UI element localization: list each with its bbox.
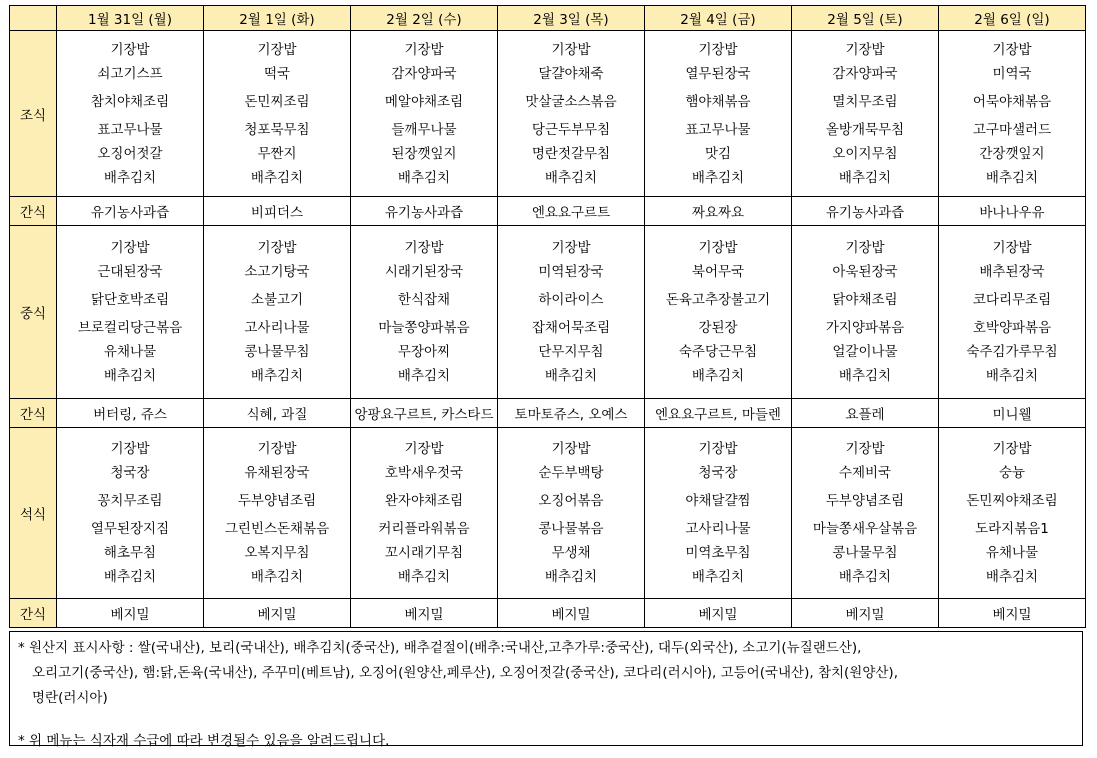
menu-item: 배추김치 <box>838 569 892 585</box>
menu-item: 기장밥 <box>257 240 297 256</box>
menu-item: 미역초무침 <box>685 545 751 561</box>
menu-item: 기장밥 <box>845 240 885 256</box>
snack-item: 토마토쥬스, 오예스 <box>498 399 645 428</box>
menu-item: 닭야채조림 <box>832 292 898 308</box>
menu-item: 배추김치 <box>691 569 745 585</box>
menu-item: 감자양파국 <box>391 65 457 82</box>
menu-item: 고구마샐러드 <box>972 121 1052 138</box>
menu-item: 배추김치 <box>250 368 304 384</box>
menu-item: 기장밥 <box>551 41 591 58</box>
day-header: 2월 6일 (일) <box>939 6 1086 31</box>
dinner-row <box>10 428 1086 599</box>
day-menu-cell <box>498 31 645 197</box>
menu-item: 떡국 <box>263 65 291 82</box>
menu-item: 유채나물 <box>985 545 1039 561</box>
menu-item: 두부양념조림 <box>825 493 905 509</box>
day-menu-cell <box>645 226 792 399</box>
menu-item: 완자야채조림 <box>384 493 464 509</box>
day-menu-cell <box>939 31 1086 197</box>
corner-cell <box>10 6 57 31</box>
snack-item: 미니웰 <box>939 399 1086 428</box>
snack-item: 베지밀 <box>57 599 204 628</box>
menu-item: 고사리나물 <box>685 521 751 537</box>
meal-label: 조식 <box>10 31 57 197</box>
menu-item: 시래기된장국 <box>384 264 464 280</box>
menu-item: 콩나물무침 <box>244 344 310 360</box>
menu-item: 야채달걀찜 <box>685 493 751 509</box>
menu-item: 기장밥 <box>404 41 444 58</box>
menu-item: 배추김치 <box>397 368 451 384</box>
menu-item: 쇠고기스프 <box>97 65 163 82</box>
day-menu-cell <box>57 226 204 399</box>
header-row <box>10 6 1086 31</box>
menu-item: 유채나물 <box>103 344 157 360</box>
day-menu-cell <box>351 226 498 399</box>
day-menu-cell <box>645 428 792 599</box>
menu-item: 기장밥 <box>698 240 738 256</box>
menu-item: 커리플라워볶음 <box>378 521 470 537</box>
meal-label: 간식 <box>10 197 57 226</box>
menu-item: 가지양파볶음 <box>825 320 905 336</box>
snack-item: 유기농사과즙 <box>57 197 204 226</box>
menu-item: 배추김치 <box>544 368 598 384</box>
day-menu-cell <box>939 226 1086 399</box>
menu-item: 얼갈이나물 <box>832 344 898 360</box>
snack-row <box>10 399 1086 428</box>
menu-item: 아욱된장국 <box>832 264 898 280</box>
meal-label: 석식 <box>10 428 57 599</box>
menu-item: 달걀야채죽 <box>538 65 604 82</box>
menu-item: 소고기탕국 <box>244 264 310 280</box>
snack-item: 엔요요구르트, 마들렌 <box>645 399 792 428</box>
day-menu-cell <box>204 226 351 399</box>
menu-item: 청국장 <box>698 465 738 481</box>
menu-item: 숭늉 <box>998 465 1026 481</box>
snack-item: 베지밀 <box>645 599 792 628</box>
snack-item: 식혜, 과질 <box>204 399 351 428</box>
menu-item: 기장밥 <box>551 240 591 256</box>
menu-item: 오이지무침 <box>832 145 898 162</box>
menu-item: 배추김치 <box>544 569 598 585</box>
day-menu-cell <box>792 31 939 197</box>
menu-item: 기장밥 <box>257 441 297 457</box>
menu-item: 기장밥 <box>257 41 297 58</box>
menu-item: 표고무나물 <box>97 121 163 138</box>
menu-item: 코다리무조림 <box>972 292 1052 308</box>
menu-item: 배추김치 <box>103 569 157 585</box>
origin-note-line: 명란(러시아) <box>32 690 108 706</box>
day-menu-cell <box>645 31 792 197</box>
snack-item: 베지밀 <box>351 599 498 628</box>
snack-item: 바나나우유 <box>939 197 1086 226</box>
menu-item: 숙주김가루무침 <box>966 344 1058 360</box>
menu-item: 소불고기 <box>250 292 304 308</box>
menu-item: 무생채 <box>551 545 591 561</box>
menu-item: 배추김치 <box>691 169 745 186</box>
menu-item: 당근두부무침 <box>531 121 611 138</box>
snack-item: 버터링, 쥬스 <box>57 399 204 428</box>
menu-item: 간장깻잎지 <box>979 145 1045 162</box>
menu-item: 돈육고추장불고기 <box>665 292 771 308</box>
menu-item: 감자양파국 <box>832 65 898 82</box>
day-header: 1월 31일 (월) <box>57 6 204 31</box>
menu-item: 기장밥 <box>110 41 150 58</box>
snack-item: 비피더스 <box>204 197 351 226</box>
day-menu-cell <box>792 226 939 399</box>
menu-item: 한식잡채 <box>397 292 451 308</box>
menu-item: 어묵야채볶음 <box>972 93 1052 110</box>
menu-item: 무장아찌 <box>397 344 451 360</box>
day-header: 2월 1일 (화) <box>204 6 351 31</box>
snack-row <box>10 599 1086 628</box>
snack-item: 앙팡요구르트, 카스타드 <box>351 399 498 428</box>
menu-item: 기장밥 <box>698 41 738 58</box>
menu-item: 배추김치 <box>397 169 451 186</box>
menu-item: 해초무침 <box>103 545 157 561</box>
menu-item: 오징어젓갈 <box>97 145 163 162</box>
snack-item: 유기농사과즙 <box>351 197 498 226</box>
menu-item: 도라지볶음1 <box>975 521 1049 537</box>
menu-item: 표고무나물 <box>685 121 751 138</box>
menu-item: 햄야채볶음 <box>685 93 751 110</box>
day-header: 2월 2일 (수) <box>351 6 498 31</box>
menu-item: 기장밥 <box>845 441 885 457</box>
menu-item: 무짠지 <box>257 145 297 162</box>
menu-item: 맛김 <box>704 145 732 162</box>
menu-item: 열무된장국 <box>685 65 751 82</box>
origin-note-line: 오리고기(중국산), 햄:닭,돈육(국내산), 주꾸미(베트남), 오징어(원양산,페루산), 오징어젓갈(중국산), 코다리(러시아), 고등어(국내산), 참치(원양산), <box>32 665 898 681</box>
menu-item: 마늘쫑양파볶음 <box>378 320 470 336</box>
day-menu-cell <box>792 428 939 599</box>
menu-item: 기장밥 <box>110 441 150 457</box>
day-menu-cell <box>351 428 498 599</box>
day-menu-cell <box>204 31 351 197</box>
menu-item: 마늘쫑새우살볶음 <box>812 521 918 537</box>
snack-item: 베지밀 <box>939 599 1086 628</box>
menu-item: 배추김치 <box>103 368 157 384</box>
lunch-row <box>10 226 1086 399</box>
day-menu-cell <box>57 428 204 599</box>
menu-item: 들깨무나물 <box>391 121 457 138</box>
snack-item: 요플레 <box>792 399 939 428</box>
menu-item: 미역된장국 <box>538 264 604 280</box>
snack-row <box>10 197 1086 226</box>
menu-item: 기장밥 <box>992 240 1032 256</box>
menu-item: 기장밥 <box>698 441 738 457</box>
menu-item: 배추김치 <box>544 169 598 186</box>
day-menu-cell <box>204 428 351 599</box>
menu-item: 맛살굴소스볶음 <box>525 93 617 110</box>
meal-label: 간식 <box>10 399 57 428</box>
change-notice: * 위 메뉴는 식자재 수급에 따라 변경될수 있음을 알려드립니다. <box>18 733 390 749</box>
snack-item: 베지밀 <box>498 599 645 628</box>
menu-item: 수제비국 <box>838 465 892 481</box>
menu-item: 하이라이스 <box>538 292 604 308</box>
menu-item: 단무지무침 <box>538 344 604 360</box>
origin-note-line: * 원산지 표시사항 : 쌀(국내산), 보리(국내산), 배추김치(중국산), 배추겉절이(배추:국내산,고추가루:중국산), 대두(외국산), 소고기(뉴질랜드산), <box>18 640 862 656</box>
day-menu-cell <box>498 226 645 399</box>
menu-item: 멸치무조림 <box>832 93 898 110</box>
breakfast-row <box>10 31 1086 197</box>
menu-item: 올방개묵무침 <box>825 121 905 138</box>
day-menu-cell <box>351 31 498 197</box>
menu-item: 돈민찌조림 <box>244 93 310 110</box>
menu-item: 호박새우젓국 <box>384 465 464 481</box>
menu-item: 배추김치 <box>838 368 892 384</box>
menu-item: 배추김치 <box>397 569 451 585</box>
day-header: 2월 5일 (토) <box>792 6 939 31</box>
menu-item: 배추김치 <box>838 169 892 186</box>
day-menu-cell <box>498 428 645 599</box>
snack-item: 베지밀 <box>792 599 939 628</box>
menu-item: 기장밥 <box>404 240 444 256</box>
menu-item: 배추김치 <box>103 169 157 186</box>
menu-item: 고사리나물 <box>244 320 310 336</box>
menu-item: 배추김치 <box>691 368 745 384</box>
menu-item: 기장밥 <box>992 441 1032 457</box>
menu-item: 돈민찌야채조림 <box>966 493 1058 509</box>
menu-item: 기장밥 <box>404 441 444 457</box>
day-header: 2월 3일 (목) <box>498 6 645 31</box>
menu-item: 콩나물볶음 <box>538 521 604 537</box>
meal-label: 중식 <box>10 226 57 399</box>
menu-item: 그린빈스돈채볶음 <box>224 521 330 537</box>
meal-label: 간식 <box>10 599 57 628</box>
snack-item: 짜요짜요 <box>645 197 792 226</box>
menu-item: 배추김치 <box>985 169 1039 186</box>
menu-item: 브로컬리당근볶음 <box>77 320 183 336</box>
menu-item: 잡채어묵조림 <box>531 320 611 336</box>
day-menu-cell <box>57 31 204 197</box>
menu-item: 열무된장지짐 <box>90 521 170 537</box>
menu-item: 닭단호박조림 <box>90 292 170 308</box>
menu-item: 근대된장국 <box>97 264 163 280</box>
snack-item: 유기농사과즙 <box>792 197 939 226</box>
menu-item: 배추김치 <box>250 169 304 186</box>
menu-item: 기장밥 <box>551 441 591 457</box>
menu-item: 미역국 <box>992 65 1032 82</box>
menu-item: 참치야채조림 <box>90 93 170 110</box>
menu-item: 청국장 <box>110 465 150 481</box>
menu-item: 강된장 <box>698 320 738 336</box>
menu-item: 숙주당근무침 <box>678 344 758 360</box>
menu-item: 배추된장국 <box>979 264 1045 280</box>
snack-item: 베지밀 <box>204 599 351 628</box>
menu-item: 기장밥 <box>110 240 150 256</box>
menu-item: 유채된장국 <box>244 465 310 481</box>
day-menu-cell <box>939 428 1086 599</box>
notes-box <box>9 631 1083 749</box>
snack-item: 엔요요구르트 <box>498 197 645 226</box>
menu-item: 된장깻잎지 <box>391 145 457 162</box>
menu-item: 호박양파볶음 <box>972 320 1052 336</box>
menu-item: 배추김치 <box>250 569 304 585</box>
menu-item: 꽁치무조림 <box>97 493 163 509</box>
menu-item: 순두부백탕 <box>538 465 604 481</box>
menu-item: 청포묵무침 <box>244 121 310 138</box>
menu-item: 콩나물무침 <box>832 545 898 561</box>
menu-item: 오복지무침 <box>244 545 310 561</box>
menu-item: 기장밥 <box>992 41 1032 58</box>
menu-item: 명란젓갈무침 <box>531 145 611 162</box>
weekly-menu-table <box>9 5 1086 628</box>
day-header: 2월 4일 (금) <box>645 6 792 31</box>
menu-item: 배추김치 <box>985 569 1039 585</box>
menu-item: 꼬시래기무침 <box>384 545 464 561</box>
menu-item: 오징어볶음 <box>538 493 604 509</box>
menu-item: 배추김치 <box>985 368 1039 384</box>
menu-item: 북어무국 <box>691 264 745 280</box>
menu-item: 기장밥 <box>845 41 885 58</box>
menu-item: 두부양념조림 <box>237 493 317 509</box>
menu-item: 메알야채조림 <box>384 93 464 110</box>
